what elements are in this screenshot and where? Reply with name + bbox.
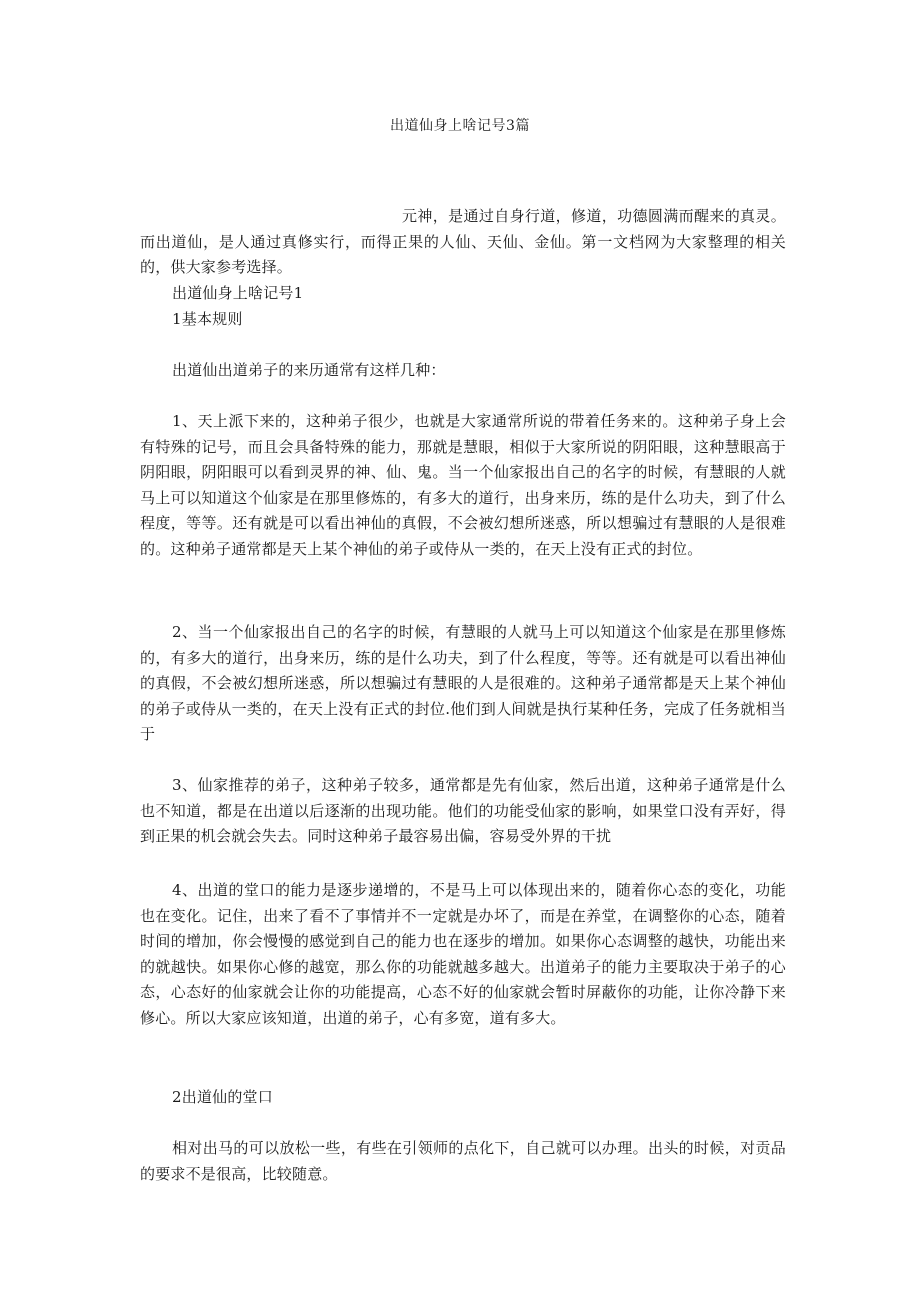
item-2-paragraph: 2、当一个仙家报出自己的名字的时候，有慧眼的人就马上可以知道这个仙家是在那里修炼的，有多大的道行，出身来历，练的是什么功夫，到了什么程度，等等。还有就是可以看出神仙的真假，不会被幻想所迷惑，所以想骗过有慧眼的人是很难的。这种弟子通常都是天上某个神仙的弟子或侍从一类的，在天上没有正式的封位.他们到人间就是执行某种任务，完成了任务就相当于	[140, 623, 786, 744]
intro-paragraph: 元神，是通过自身行道，修道，功德圆满而醒来的真灵。而出道仙，是人通过真修实行，而得正果的人仙、天仙、金仙。第一文档网为大家整理的相关的，供大家参考选择。	[140, 207, 786, 277]
document-title: 出道仙身上啥记号3篇	[390, 118, 530, 134]
item-1-paragraph: 1、天上派下来的，这种弟子很少，也就是大家通常所说的带着任务来的。这种弟子身上会有特殊的记号，而且会具备特殊的能力，那就是慧眼，相似于大家所说的阴阳眼，这种慧眼高于阴阳眼，阴阳眼可以看到灵界的神、仙、鬼。当一个仙家报出自己的名字的时候，有慧眼的人就马上可以知道这个仙家是在那里修炼的，有多大的道行，出身来历，练的是什么功夫，到了什么程度，等等。还有就是可以看出神仙的真假，不会被幻想所迷惑，所以想骗过有慧眼的人是很难的。这种弟子通常都是天上某个神仙的弟子或侍从一类的，在天上没有正式的封位。	[140, 412, 786, 558]
subheading-basic-rules: 1基本规则	[172, 310, 243, 328]
lead-paragraph: 出道仙出道弟子的来历通常有这样几种：	[172, 361, 446, 379]
section-heading: 出道仙身上啥记号1	[172, 284, 304, 302]
item-3-paragraph: 3、仙家推荐的弟子，这种弟子较多，通常都是先有仙家，然后出道，这种弟子通常是什么也不知道，都是在出道以后逐渐的出现功能。他们的功能受仙家的影响，如果堂口没有弄好，得到正果的机会就会失去。同时这种弟子最容易出偏，容易受外界的干扰	[140, 776, 786, 846]
item-4-paragraph: 4、出道的堂口的能力是逐步递增的，不是马上可以体现出来的，随着你心态的变化，功能也在变化。记住，出来了看不了事情并不一定就是办坏了，而是在养堂，在调整你的心态，随着时间的增加，你会慢慢的感觉到自己的能力也在逐步的增加。如果你心态调整的越快，功能出来的就越快。如果你心修的越宽，那么你的功能就越多越大。出道弟子的能力主要取决于弟子的心态，心态好的仙家就会让你的功能提高，心态不好的仙家就会暂时屏蔽你的功能，让你冷静下来修心。所以大家应该知道，出道的弟子，心有多宽，道有多大。	[140, 881, 786, 1027]
subheading-hall: 2出道仙的堂口	[172, 1088, 273, 1106]
final-paragraph: 相对出马的可以放松一些，有些在引领师的点化下，自己就可以办理。出头的时候，对贡品的要求不是很高，比较随意。	[140, 1139, 786, 1183]
